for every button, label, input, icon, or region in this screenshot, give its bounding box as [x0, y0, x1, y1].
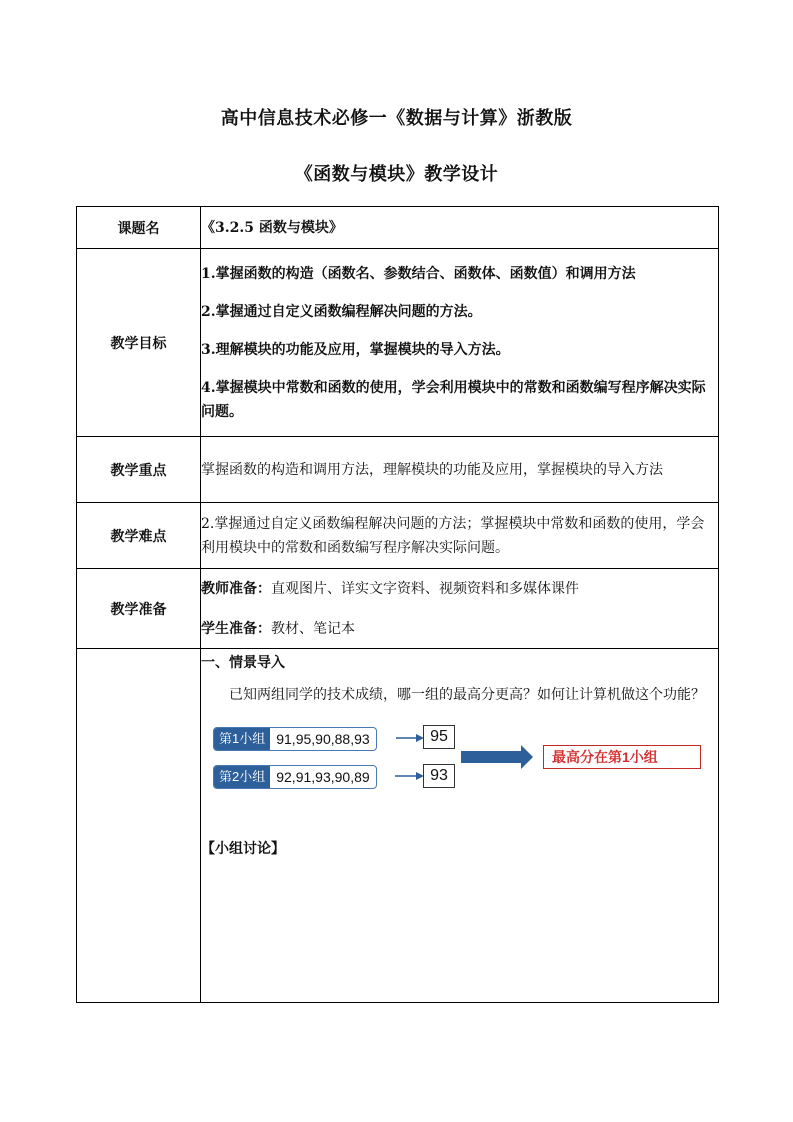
- row-process: [77, 649, 719, 1003]
- difficult-value: 2.掌握通过自定义函数编程解决问题的方法；掌握模块中常数和函数的使用，学会利用模块中的常数和函数编写程序解决实际问题。: [201, 503, 719, 569]
- group2-max: 93: [423, 764, 455, 788]
- difficult-label: 教学难点: [77, 503, 201, 569]
- row-difficult-points: [77, 503, 719, 569]
- prep-label: 教学准备: [77, 569, 201, 649]
- group2-label: 第2小组: [214, 766, 270, 788]
- goals-label: 教学目标: [77, 249, 201, 437]
- document-title: 高中信息技术必修一《数据与计算》浙教版: [220, 108, 573, 129]
- goal-item: 1.掌握函数的构造（函数名、参数结合、函数体、函数值）和调用方法: [201, 265, 636, 282]
- section-title: 一、情景导入: [201, 655, 285, 671]
- result-arrow: [461, 745, 533, 769]
- goal-item: 2.掌握通过自定义函数编程解决问题的方法。: [201, 303, 482, 320]
- prep-teacher-value: 直观图片、详实文字资料、视频资料和多媒体课件: [271, 580, 579, 597]
- key-value: 掌握函数的构造和调用方法，理解模块的功能及应用，掌握模块的导入方法: [201, 437, 719, 503]
- prep-student-value: 教材、笔记本: [271, 620, 355, 637]
- goals-cell: [201, 249, 719, 437]
- process-cell: [201, 649, 719, 1003]
- topic-value: 《3.2.5 函数与模块》: [201, 207, 719, 249]
- prep-cell: [201, 569, 719, 649]
- goal-item: 3.理解模块的功能及应用，掌握模块的导入方法。: [201, 341, 510, 358]
- topic-label: 课题名: [77, 207, 201, 249]
- group1-label: 第1小组: [214, 728, 270, 750]
- group2-values: 92,91,93,90,89: [276, 769, 370, 785]
- row-key-points: [77, 437, 719, 503]
- group2-box: [213, 765, 377, 789]
- prep-student-label: 学生准备：: [201, 620, 271, 637]
- result-box: 最高分在第1小组: [543, 745, 701, 769]
- intro-paragraph: 已知两组同学的技术成绩，哪一组的最高分更高？如何让计算机做这个功能？: [229, 687, 705, 703]
- prep-teacher: [201, 577, 718, 601]
- goal-item: 4.掌握模块中常数和函数的使用，学会利用模块中的常数和函数编写程序解决实际问题。: [201, 379, 706, 420]
- group1-values: 91,95,90,88,93: [276, 731, 370, 747]
- prep-teacher-label: 教师准备：: [201, 580, 271, 597]
- document-subtitle: 《函数与模块》教学设计: [294, 164, 499, 185]
- key-label: 教学重点: [77, 437, 201, 503]
- process-label-cell: [77, 649, 201, 1003]
- group1-max: 95: [423, 725, 455, 749]
- group-discussion: 【小组讨论】: [201, 841, 285, 857]
- row-topic: [77, 207, 719, 249]
- max-score-diagram: [201, 717, 711, 807]
- prep-student: [201, 617, 718, 641]
- row-goals: [77, 249, 719, 437]
- row-preparation: [77, 569, 719, 649]
- group1-box: [213, 727, 377, 751]
- lesson-plan-table: [76, 206, 719, 1003]
